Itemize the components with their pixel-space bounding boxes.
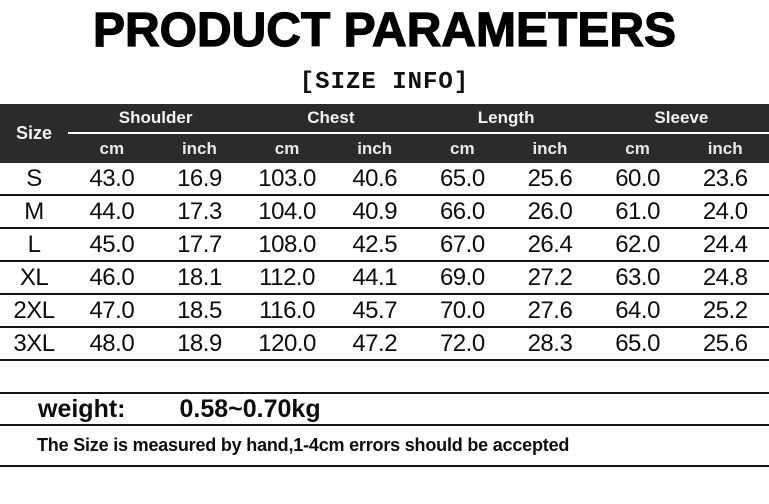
value-cell: 65.0 [615,329,660,357]
table-gap [0,361,769,392]
value-cell: 64.0 [615,296,660,324]
unit-header-chest-inch: inch [357,138,393,158]
value-cell: 26.0 [527,197,573,225]
value-cell: 61.0 [615,197,660,225]
page-subtitle: [SIZE INFO] [299,69,470,96]
table-row [0,262,769,295]
table-row [0,328,769,361]
value-cell: 69.0 [439,263,485,291]
unit-header-length-inch: inch [532,138,568,158]
value-cell: 112.0 [259,263,315,291]
column-group-sleeve: Sleeve [594,104,769,134]
size-table-header [0,104,769,163]
value-cell: 62.0 [615,230,660,258]
value-cell: 27.6 [527,296,573,324]
weight-label: weight: [38,394,126,423]
value-cell: 47.2 [352,329,398,357]
column-header-size: Size [15,123,53,143]
unit-header-shoulder-cm: cm [99,138,125,158]
value-cell: 27.2 [527,263,573,291]
value-cell: 24.0 [702,197,748,225]
value-cell: 66.0 [439,197,485,225]
weight-value: 0.58~0.70kg [179,394,321,423]
unit-header-length-cm: cm [450,138,475,158]
column-group-length: Length [419,104,594,134]
size-cell: S [26,164,42,192]
table-row [0,196,769,229]
size-cell: XL [19,263,49,291]
size-cell: M [24,197,44,225]
value-cell: 108.0 [258,230,316,258]
value-cell: 48.0 [89,329,135,357]
value-cell: 28.3 [527,329,573,357]
column-group-chest: Chest [243,104,418,134]
weight-row [0,392,769,424]
value-cell: 44.1 [352,263,398,291]
size-table [0,104,769,361]
value-cell: 44.0 [89,197,135,225]
table-row [0,229,769,262]
value-cell: 60.0 [615,164,660,192]
value-cell: 103.0 [258,164,316,192]
value-cell: 116.0 [259,296,315,324]
value-cell: 16.9 [177,164,222,192]
value-cell: 18.1 [177,263,222,291]
value-cell: 26.4 [527,230,573,258]
table-row [0,163,769,196]
value-cell: 72.0 [439,329,485,357]
value-cell: 17.3 [177,197,222,225]
value-cell: 40.9 [352,197,398,225]
value-cell: 25.6 [527,164,573,192]
value-cell: 120.0 [258,329,316,357]
value-cell: 24.8 [702,263,748,291]
unit-header-sleeve-inch: inch [707,138,743,158]
value-cell: 70.0 [439,296,485,324]
value-cell: 104.0 [258,197,316,225]
unit-header-shoulder-inch: inch [181,138,217,158]
value-cell: 24.4 [702,230,748,258]
unit-header-chest-cm: cm [274,138,300,158]
value-cell: 45.7 [352,296,398,324]
page-title: PRODUCT PARAMETERS [92,4,677,57]
unit-header-sleeve-cm: cm [625,138,650,158]
size-cell: L [27,230,41,258]
value-cell: 25.2 [702,296,748,324]
value-cell: 40.6 [352,164,398,192]
table-row [0,295,769,328]
note-row [0,424,769,467]
value-cell: 18.5 [177,296,222,324]
size-table-body [0,163,769,361]
size-cell: 3XL [13,329,55,357]
note-text: The Size is measured by hand,1-4cm errors should be accepted [37,435,570,455]
value-cell: 42.5 [352,230,398,258]
column-group-shoulder: Shoulder [68,104,243,134]
value-cell: 46.0 [89,263,135,291]
value-cell: 18.9 [177,329,222,357]
value-cell: 17.7 [177,230,222,258]
size-cell: 2XL [13,296,55,324]
value-cell: 47.0 [89,296,135,324]
value-cell: 43.0 [89,164,135,192]
value-cell: 65.0 [439,164,485,192]
value-cell: 67.0 [439,230,485,258]
value-cell: 25.6 [702,329,748,357]
value-cell: 45.0 [89,230,135,258]
value-cell: 63.0 [615,263,660,291]
value-cell: 23.6 [702,164,748,192]
